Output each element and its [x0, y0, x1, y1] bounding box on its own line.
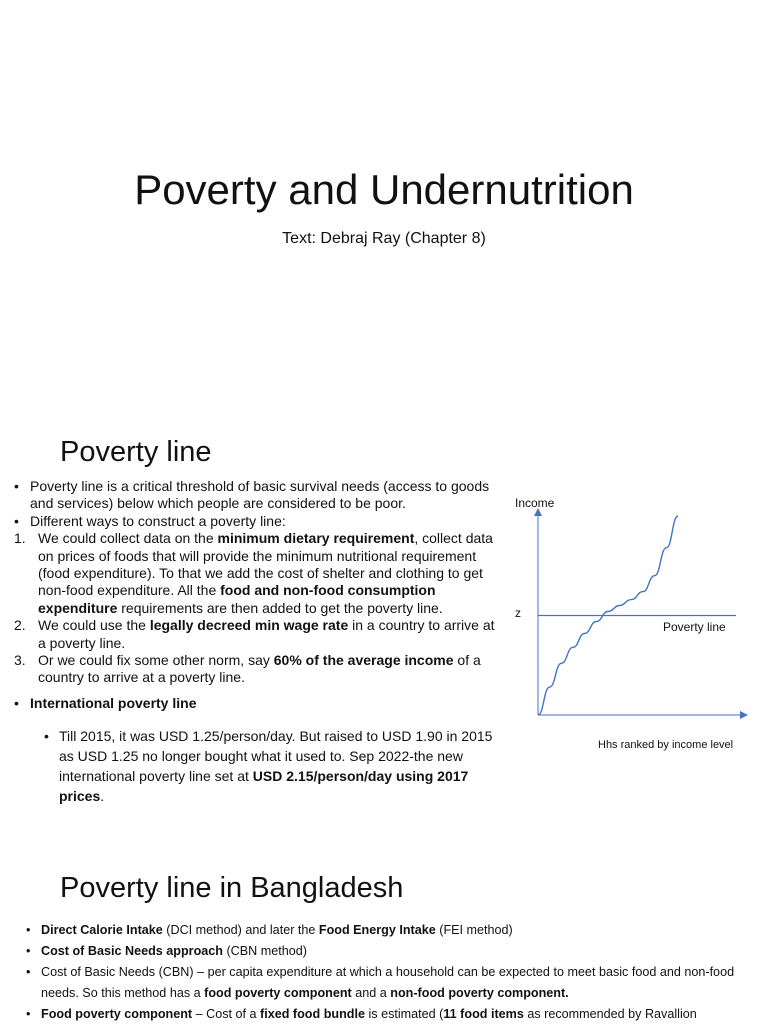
poverty-line-chart: [508, 486, 764, 756]
bangladesh-slide: [0, 860, 768, 1024]
bullet-text: Poverty line is a critical threshold of basic survival needs (access to goods and services) below which people are considered to be poor.: [30, 478, 490, 512]
bullet-item: • Cost of Basic Needs approach (CBN method): [26, 941, 746, 962]
bullet-item: [14, 513, 504, 530]
numbered-item: 2. We could use the legally decreed min wage rate in a country to arrive at a poverty line.: [14, 617, 495, 651]
slide-body: [26, 920, 746, 1025]
y-axis-label: Income: [515, 496, 555, 510]
poverty-line-label: Poverty line: [663, 619, 726, 634]
bullet-icon: •: [26, 923, 31, 937]
item-number: 3.: [14, 652, 26, 669]
emphasis: food and non-food consumption expenditure: [38, 582, 436, 616]
bullet-item: [14, 695, 504, 712]
bullet-text: International poverty line: [30, 694, 197, 711]
numbered-item: 3. Or we could fix some other norm, say 60% of the average income of a country to arrive at a poverty line.: [14, 652, 481, 686]
x-axis-label: Hhs ranked by income level: [598, 739, 734, 751]
bullet-text: Different ways to construct a poverty line:: [30, 512, 286, 529]
bullet-icon: •: [14, 512, 19, 529]
bullet-icon: •: [26, 965, 31, 979]
bullet-icon: •: [26, 944, 31, 958]
bullet-item: • Direct Calorie Intake (DCI method) and later the Food Energy Intake (FEI method): [26, 920, 746, 941]
z-tick-label: z: [515, 605, 521, 620]
slide-title: Poverty and Undernutrition: [134, 166, 634, 213]
bullet-item: • Food poverty component – Cost of a fixed food bundle is estimated (11 food items as recommended by Ravallion: [26, 1004, 746, 1025]
emphasis: USD 2.15/person/day using 2017 prices: [59, 768, 469, 805]
bullet-item: • Cost of Basic Needs (CBN) – per capita expenditure at which a household can be expected to meet basic food and non-food needs. So this method has a food poverty component and a non-food poverty component.: [26, 962, 746, 1004]
slide-subtitle: Text: Debraj Ray (Chapter 8): [282, 230, 486, 247]
emphasis: minimum dietary requirement: [217, 530, 415, 547]
slide-body: [14, 478, 504, 806]
poverty-line-slide: [0, 410, 768, 860]
bullet-icon: •: [14, 478, 19, 494]
item-number: 2.: [14, 617, 26, 634]
bullet-icon: •: [44, 728, 49, 745]
sub-list: [14, 726, 504, 806]
numbered-item: 1. We could collect data on the minimum dietary requirement, collect data on prices of foods that will provide the minimum nutritional requirement (food expenditure). To that we add the cost of shelter and clothing to get non-food expenditure. All the food and non-food consumption expenditure requirements are then added to get the poverty line.: [14, 530, 493, 616]
slide-heading: Poverty line: [60, 436, 212, 468]
sub-bullet-item: • Till 2015, it was USD 1.25/person/day. But raised to USD 1.90 in 2015 as USD 1.25 no longer bought what it used to. Sep 2022-the new international poverty line set at USD 2.15/person/day using 2017 prices.: [44, 728, 493, 805]
emphasis: 60% of the average income: [273, 652, 454, 669]
emphasis: legally decreed min wage rate: [149, 617, 349, 634]
title-slide: [0, 0, 768, 410]
slide-heading: Poverty line in Bangladesh: [60, 872, 404, 904]
bullet-icon: •: [14, 694, 19, 711]
bullet-item: [14, 478, 504, 513]
bullet-icon: •: [26, 1007, 31, 1021]
item-number: 1.: [14, 530, 26, 547]
